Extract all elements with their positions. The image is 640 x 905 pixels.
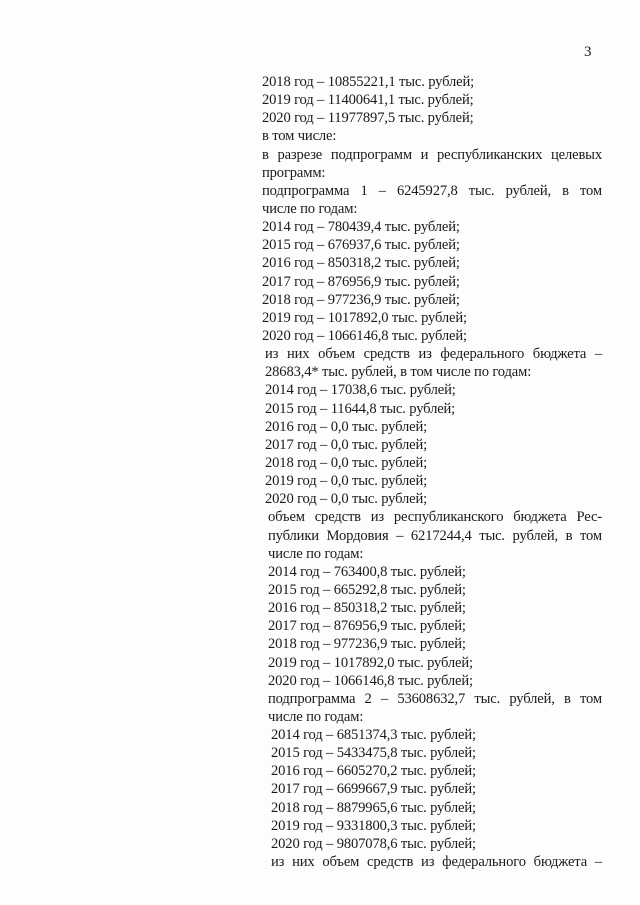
- text-line: 2019 год – 9331800,3 тыс. рублей;: [271, 817, 476, 834]
- document-body: [262, 73, 602, 871]
- page-number: 3: [584, 44, 592, 60]
- text-line: 2020 год – 11977897,5 тыс. рублей;: [262, 110, 474, 127]
- text-line: 2018 год – 8879965,6 тыс. рублей;: [271, 799, 476, 816]
- text-line: подпрограмма 2 – 53608632,7 тыс. рублей, в том: [268, 690, 602, 707]
- text-line: из них объем средств из федерального бюджета –: [265, 346, 602, 363]
- text-line: 2017 год – 876956,9 тыс. рублей;: [268, 618, 466, 635]
- text-line: 2017 год – 0,0 тыс. рублей;: [265, 436, 428, 453]
- text-line: 2018 год – 0,0 тыс. рублей;: [265, 454, 428, 471]
- text-line: 2014 год – 780439,4 тыс. рублей;: [262, 219, 460, 236]
- text-line: 2020 год – 1066146,8 тыс. рублей;: [262, 327, 467, 344]
- text-line: 2016 год – 6605270,2 тыс. рублей;: [271, 763, 476, 780]
- text-line: 2019 год – 11400641,1 тыс. рублей;: [262, 92, 474, 109]
- text-line: из них объем средств из федерального бюджета –: [271, 854, 602, 871]
- text-line: 2020 год – 1066146,8 тыс. рублей;: [268, 672, 473, 689]
- text-line: 2016 год – 850318,2 тыс. рублей;: [268, 600, 466, 617]
- text-line: 2015 год – 665292,8 тыс. рублей;: [268, 581, 466, 598]
- text-line: 2019 год – 1017892,0 тыс. рублей;: [268, 654, 473, 671]
- text-line: объем средств из республиканского бюджета Рес-: [268, 509, 602, 526]
- text-line: 2020 год – 0,0 тыс. рублей;: [265, 491, 428, 508]
- text-line: 2016 год – 850318,2 тыс. рублей;: [262, 255, 460, 272]
- text-line: 2018 год – 977236,9 тыс. рублей;: [268, 636, 466, 653]
- text-line: 2015 год – 11644,8 тыс. рублей;: [265, 400, 456, 417]
- text-line: числе по годам:: [262, 200, 358, 217]
- text-line: программ:: [262, 164, 326, 181]
- text-line: в разрезе подпрограмм и республиканских целевых: [262, 146, 602, 163]
- text-line: 2020 год – 9807078,6 тыс. рублей;: [271, 835, 476, 852]
- text-line: 2018 год – 10855221,1 тыс. рублей;: [262, 74, 475, 90]
- text-line: 2017 год – 876956,9 тыс. рублей;: [262, 273, 460, 290]
- text-line: 2018 год – 977236,9 тыс. рублей;: [262, 291, 460, 308]
- text-line: публики Мордовия – 6217244,4 тыс. рублей, в том: [268, 527, 602, 544]
- text-line: 2019 год – 0,0 тыс. рублей;: [265, 473, 428, 490]
- text-line: 28683,4* тыс. рублей, в том числе по годам:: [265, 364, 532, 381]
- text-line: 2016 год – 0,0 тыс. рублей;: [265, 418, 428, 435]
- text-line: 2014 год – 6851374,3 тыс. рублей;: [271, 727, 476, 744]
- text-line: 2015 год – 5433475,8 тыс. рублей;: [271, 745, 476, 762]
- text-line: в том числе:: [262, 128, 337, 145]
- text-line: 2015 год – 676937,6 тыс. рублей;: [262, 237, 460, 254]
- text-line: подпрограмма 1 – 6245927,8 тыс. рублей, в том: [262, 182, 602, 199]
- text-line: 2014 год – 17038,6 тыс. рублей;: [265, 382, 456, 399]
- text-line: числе по годам:: [268, 708, 364, 725]
- text-line: 2017 год – 6699667,9 тыс. рублей;: [271, 781, 476, 798]
- text-line: 2014 год – 763400,8 тыс. рублей;: [268, 563, 466, 580]
- text-line: числе по годам:: [268, 545, 364, 562]
- text-line: 2019 год – 1017892,0 тыс. рублей;: [262, 309, 467, 326]
